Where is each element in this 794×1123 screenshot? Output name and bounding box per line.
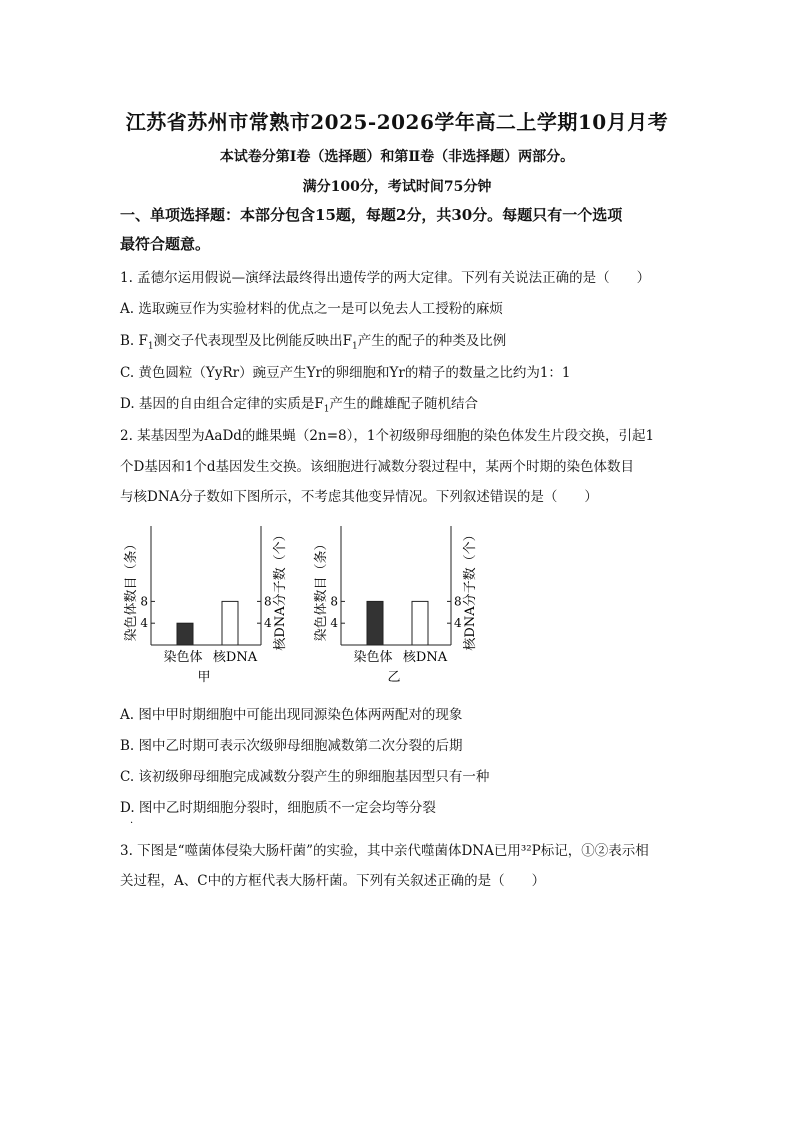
- right-axis-label: 核DNA分子数（个）: [463, 528, 478, 651]
- bar-chromosome: [177, 623, 193, 645]
- section-heading-line1: 一、单项选择题：本部分包含15题，每题2分，共30分。每题只有一个选项: [120, 206, 623, 224]
- q1-option-c: C. 黄色圆粒（YyRr）豌豆产生Yr的卵细胞和Yr的精子的数量之比约为1：1: [120, 365, 571, 381]
- q1-option-d: [120, 394, 478, 420]
- section-heading-line2: 最符合题意。: [120, 235, 211, 253]
- category-label: 染色体: [353, 650, 393, 665]
- q3-stem-line1: 3. 下图是“噬菌体侵染大肠杆菌”的实验，其中亲代噬菌体DNA已用³²P标记，①②表示相: [120, 843, 649, 859]
- q1-option-d-pre: D. 基因的自由组合定律的实质是F: [120, 396, 324, 412]
- score-time: 满分100分，考试时间75分钟: [302, 179, 492, 195]
- category-label: 染色体: [163, 650, 203, 665]
- q1-option-a: A. 选取豌豆作为实验材料的优点之一是可以免去人工授粉的麻烦: [120, 301, 503, 317]
- q1-option-d-sub: 1: [323, 404, 330, 415]
- left-tick-label: 8: [330, 594, 338, 609]
- right-tick-label: 4: [454, 616, 462, 631]
- q2-option-c: C. 该初级卵母细胞完成减数分裂产生的卵细胞基因型只有一种: [120, 769, 490, 785]
- chart-jia: [118, 524, 294, 690]
- chart-title: 甲: [197, 670, 211, 685]
- q2-stem-line2: 个D基因和1个d基因发生交换。该细胞进行减数分裂过程中，某两个时期的染色体数目: [120, 459, 635, 475]
- category-label: 核DNA: [402, 650, 448, 665]
- right-tick-label: 8: [454, 594, 462, 609]
- q2-stem-line3: 与核DNA分子数如下图所示，不考虑其他变异情况。下列叙述错误的是（ ）: [120, 489, 598, 505]
- left-tick-label: 4: [330, 616, 338, 631]
- q1-option-d-post: 产生的雌雄配子随机结合: [329, 396, 479, 412]
- category-label: 核DNA: [212, 650, 258, 665]
- q1-option-b-mid: 测交子代表现型及比例能反映出F: [153, 333, 352, 349]
- stray-dot: ·: [130, 818, 134, 829]
- bar-dna: [412, 601, 428, 645]
- q1-option-b-sub1: 1: [147, 341, 154, 352]
- left-axis-label: 染色体数目（条）: [124, 537, 139, 642]
- right-axis-label: 核DNA分子数（个）: [273, 528, 288, 651]
- q1-stem: 1. 孟德尔运用假说—演绎法最终得出遗传学的两大定律。下列有关说法正确的是（ ）: [120, 270, 651, 286]
- bar-chromosome: [367, 601, 383, 645]
- q3-stem-line2: 关过程，A、C中的方框代表大肠杆菌。下列有关叙述正确的是（ ）: [120, 873, 546, 889]
- q1-option-b-pre: B. F: [120, 333, 148, 349]
- left-axis-label: 染色体数目（条）: [314, 537, 329, 642]
- page-title: 江苏省苏州市常熟市2025-2026学年高二上学期10月月考: [125, 110, 669, 134]
- left-tick-label: 4: [140, 616, 148, 631]
- q1-option-b-sub2: 1: [351, 341, 358, 352]
- q1-option-b-post: 产生的配子的种类及比例: [357, 333, 507, 349]
- q2-stem-line1: 2. 某基因型为AaDd的雌果蝇（2n=8），1个初级卵母细胞的染色体发生片段交换，引起1: [120, 428, 655, 444]
- q2-option-b: B. 图中乙时期可表示次级卵母细胞减数第二次分裂的后期: [120, 738, 463, 754]
- paper-description: 本试卷分第Ⅰ卷（选择题）和第Ⅱ卷（非选择题）两部分。: [219, 149, 575, 165]
- q2-option-a: A. 图中甲时期细胞中可能出现同源染色体两两配对的现象: [120, 707, 463, 723]
- chart-title: 乙: [387, 670, 401, 685]
- left-tick-label: 8: [140, 594, 148, 609]
- right-tick-label: 4: [264, 616, 272, 631]
- bar-dna: [222, 601, 238, 645]
- q2-option-d: D. 图中乙时期细胞分裂时，细胞质不一定会均等分裂: [120, 800, 436, 816]
- chart-yi: [308, 524, 484, 690]
- section-heading: [120, 201, 680, 259]
- q1-option-b: [120, 331, 506, 357]
- right-tick-label: 8: [264, 594, 272, 609]
